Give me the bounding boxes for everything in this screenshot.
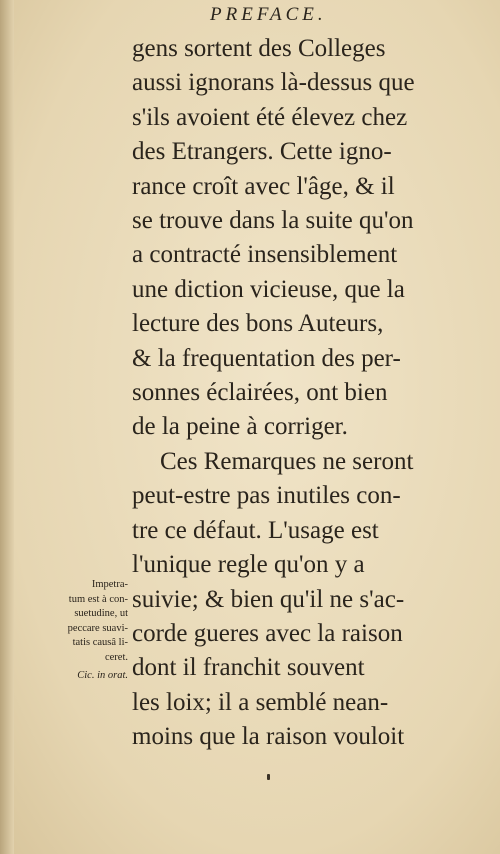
text-line: moins que la raison vouloit xyxy=(132,723,405,751)
text-line: a contracté insensiblement xyxy=(132,241,398,269)
margin-note-line: tum est à con- xyxy=(68,593,128,605)
text-line: corde gueres avec la raison xyxy=(132,619,403,647)
text-line: de la peine à corriger. xyxy=(132,413,348,441)
running-head: PREFACE. xyxy=(210,4,327,25)
margin-note xyxy=(16,578,128,684)
text-line: peut-estre pas inutiles con- xyxy=(132,482,401,510)
body-text xyxy=(132,32,462,755)
text-line: dont il franchit souvent xyxy=(132,654,365,682)
text-line: gens sortent des Colleges xyxy=(132,35,386,62)
text-line: une diction vicieuse, que la xyxy=(132,275,405,303)
text-line: des Etrangers. Cette igno- xyxy=(132,138,392,166)
text-line: suivie; & bien qu'il ne s'ac- xyxy=(132,585,405,613)
text-line: & la frequentation des per- xyxy=(132,344,401,372)
text-line: tre ce défaut. L'usage est xyxy=(132,516,379,544)
text-line: aussi ignorans là-dessus que xyxy=(132,69,415,97)
page-gutter xyxy=(0,0,14,854)
text-line: lecture des bons Auteurs, xyxy=(132,310,384,338)
text-line: les loix; il a semblé nean- xyxy=(132,688,389,716)
text-line: rance croît avec l'âge, & il xyxy=(132,172,395,200)
printer-mark xyxy=(267,774,270,780)
margin-note-citation: Cic. in orat. xyxy=(77,670,128,681)
margin-note-line: suetudine, ut xyxy=(74,608,128,619)
text-line: s'ils avoient été élevez chez xyxy=(132,103,408,131)
margin-note-line: tatis causâ li- xyxy=(72,637,128,648)
paragraph-start-line: Ces Remarques ne seront xyxy=(160,447,414,475)
margin-note-line: Impetra- xyxy=(91,579,128,590)
margin-note-line: peccare suavi- xyxy=(67,622,128,634)
text-line: sonnes éclairées, ont bien xyxy=(132,379,388,407)
margin-note-line: ceret. xyxy=(104,651,128,663)
text-line: se trouve dans la suite qu'on xyxy=(132,207,414,235)
text-line: l'unique regle qu'on y a xyxy=(132,551,365,579)
